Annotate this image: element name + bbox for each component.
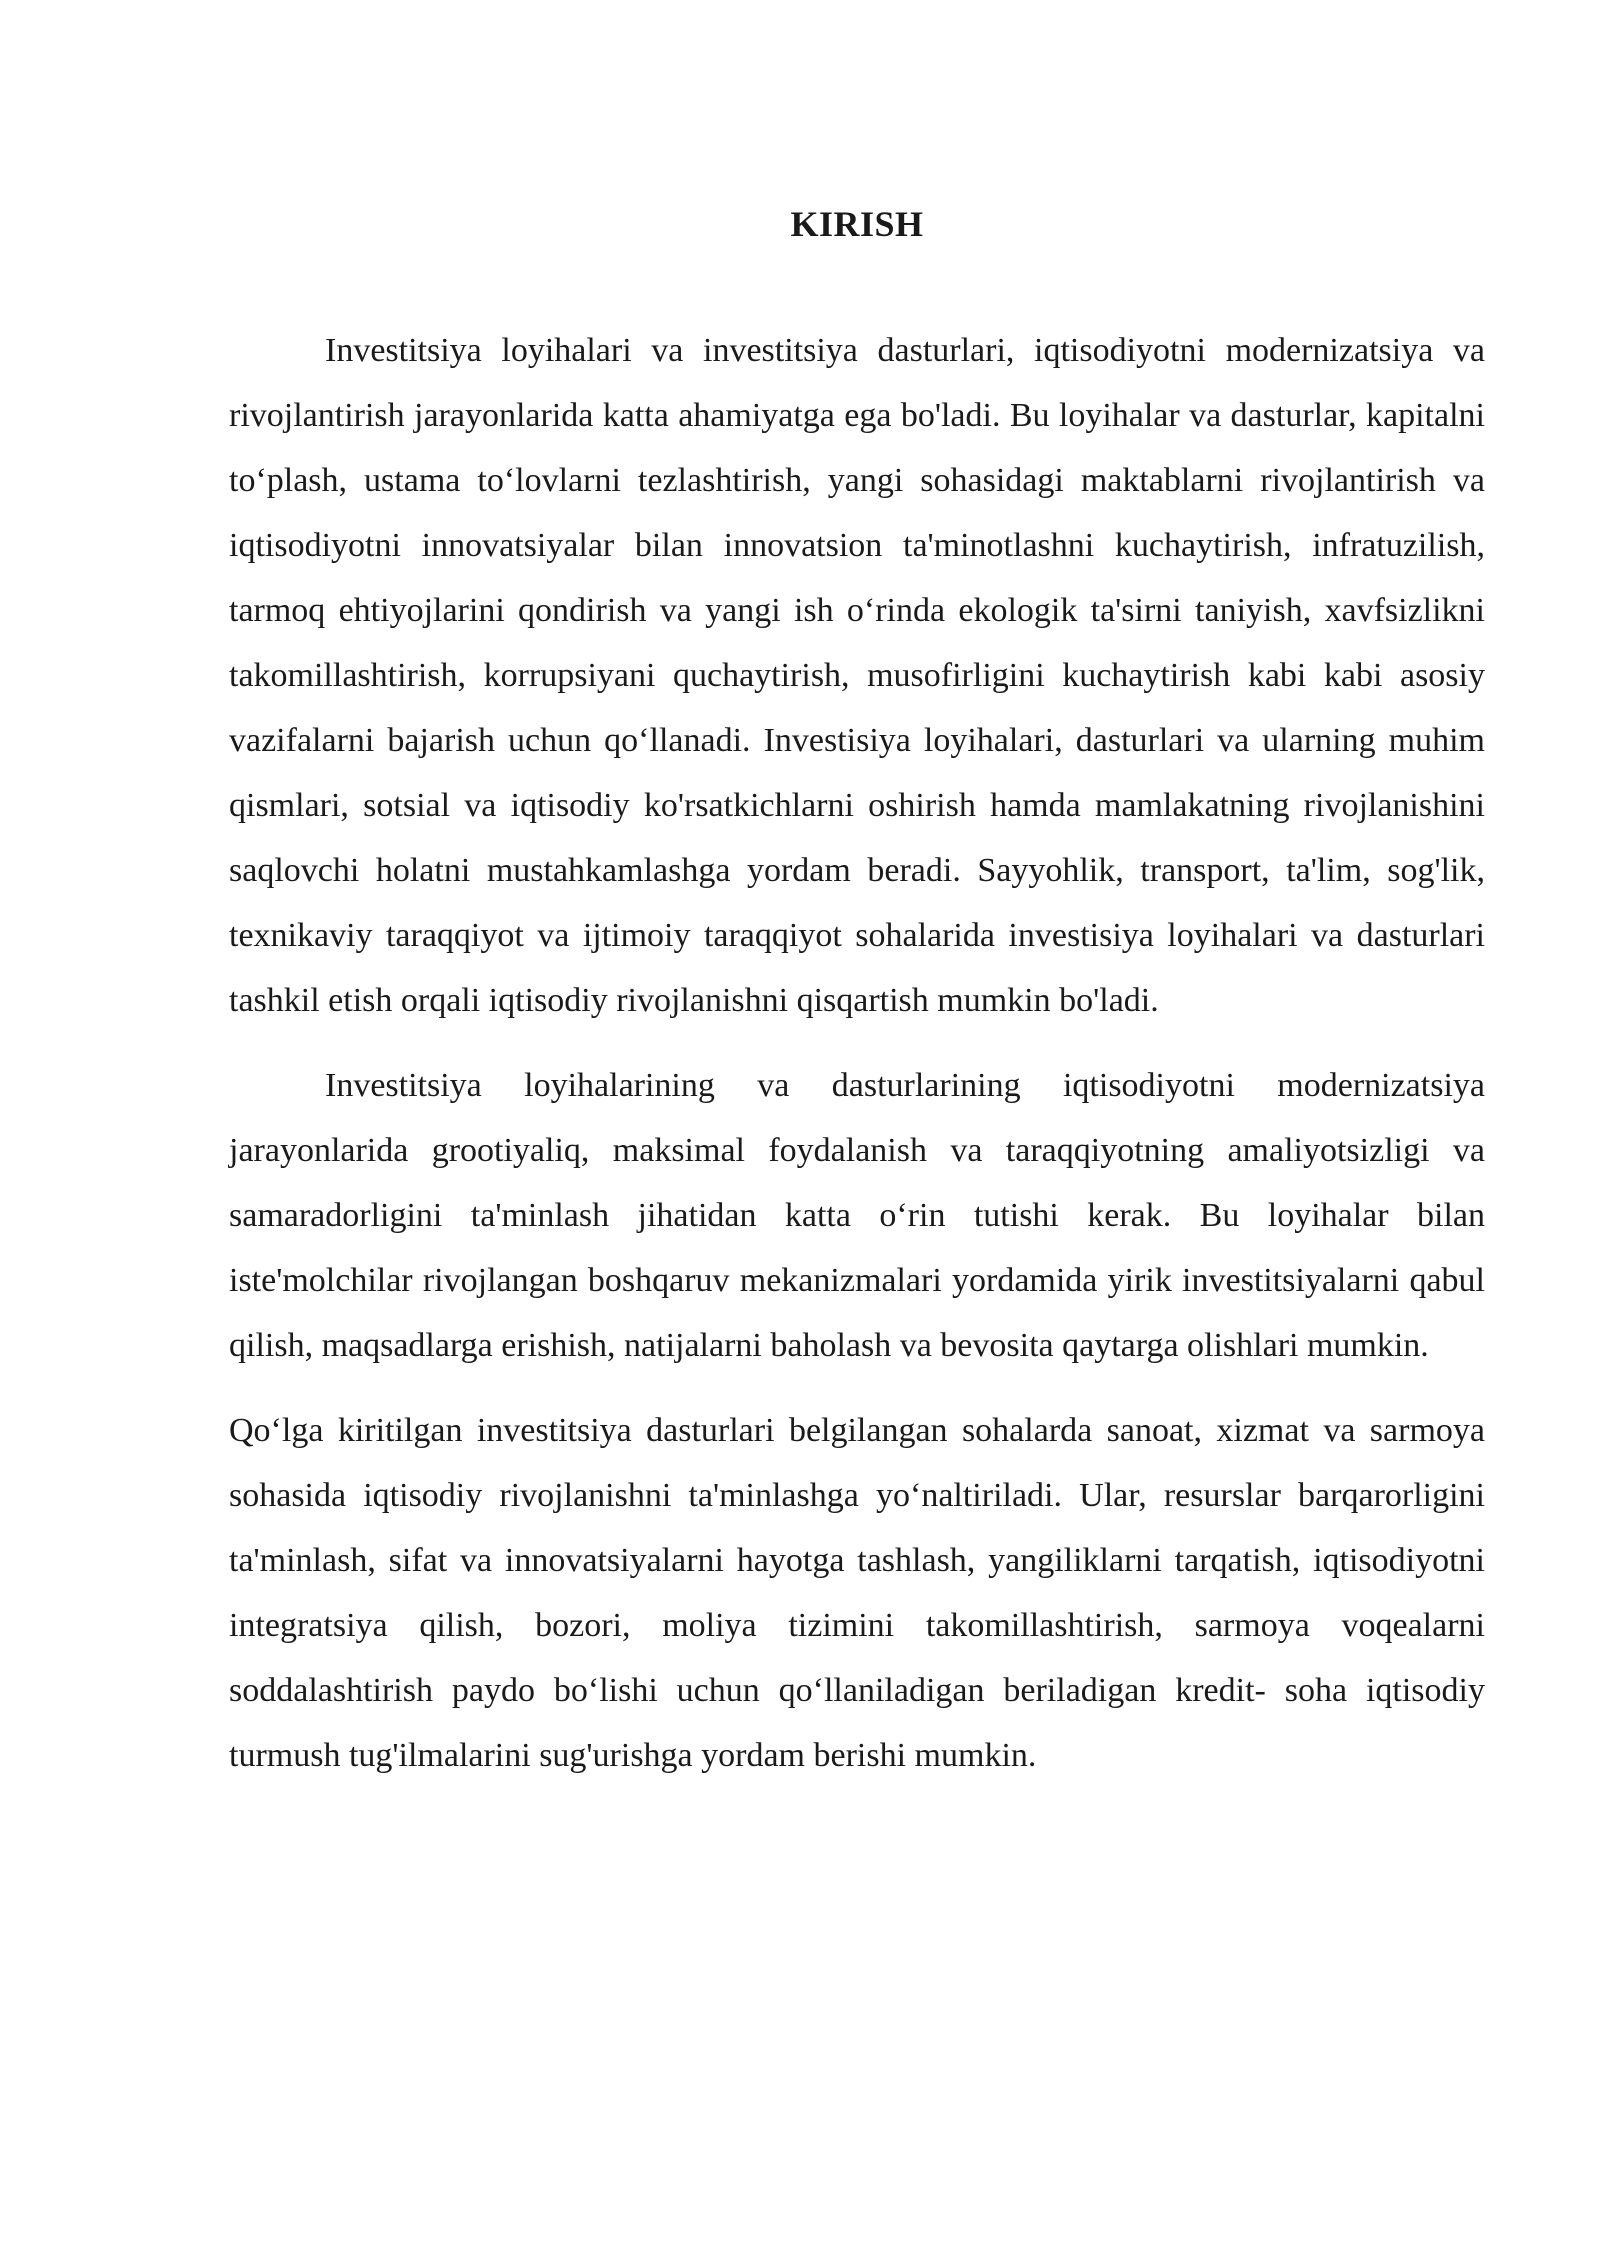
document-body: [229, 200, 1485, 1808]
paragraph-1: Investitsiya loyihalari va investitsiya dasturlari, iqtisodiyotni modernizatsiya va rivojlantirish jarayonlarida katta ahamiyatga ega bo'ladi. Bu loyihalar va dasturlar, kapitalni to‘plash, ustama to‘lovlarni tezlashtirish, yangi sohasidagi maktablarni rivojlantirish va iqtisodiyotni innovatsiyalar bilan innovatsion ta'minotlashni kuchaytirish, infratuzilish, tarmoq ehtiyojlarini qondirish va yangi ish o‘rinda ekologik ta'sirni taniyish, xavfsizlikni takomillashtirish, korrupsiyani quchaytirish, musofirligini kuchaytirish kabi kabi asosiy vazifalarni bajarish uchun qo‘llanadi. Investisiya loyihalari, dasturlari va ularning muhim qismlari, sotsial va iqtisodiy ko'rsatkichlarni oshirish hamda mamlakatning rivojlanishini saqlovchi holatni mustahkamlashga yordam beradi. Sayyohlik, transport, ta'lim, sog'lik, texnikaviy taraqqiyot va ijtimoiy taraqqiyot sohalarida investisiya loyihalari va dasturlari tashkil etish orqali iqtisodiy rivojlanishni qisqartish mumkin bo'ladi.: [229, 332, 1485, 1019]
paragraph-3: Qo‘lga kiritilgan investitsiya dasturlari belgilangan sohalarda sanoat, xizmat va sarmoya sohasida iqtisodiy rivojlanishni ta'minlashga yo‘naltiriladi. Ular, resurslar barqarorligini ta'minlash, sifat va innovatsiyalarni hayotga tashlash, yangiliklarni tarqatish, iqtisodiyotni integratsiya qilish, bozori, moliya tizimini takomillashtirish, sarmoya voqealarni soddalashtirish paydo bo‘lishi uchun qo‘llaniladigan beriladigan kredit- soha iqtisodiy turmush tug'ilmalarini sug'urishga yordam berishi mumkin.: [229, 1412, 1485, 1774]
paragraph-2: Investitsiya loyihalarining va dasturlarining iqtisodiyotni modernizatsiya jarayonlarida grootiyaliq, maksimal foydalanish va taraqqiyotning amaliyotsizligi va samaradorligini ta'minlash jihatidan katta o‘rin tutishi kerak. Bu loyihalar bilan iste'molchilar rivojlangan boshqaruv mekanizmalari yordamida yirik investitsiyalarni qabul qilish, maqsadlarga erishish, natijalarni baholash va bevosita qaytarga olishlari mumkin.: [229, 1067, 1485, 1364]
page-title: KIRISH: [790, 204, 924, 244]
